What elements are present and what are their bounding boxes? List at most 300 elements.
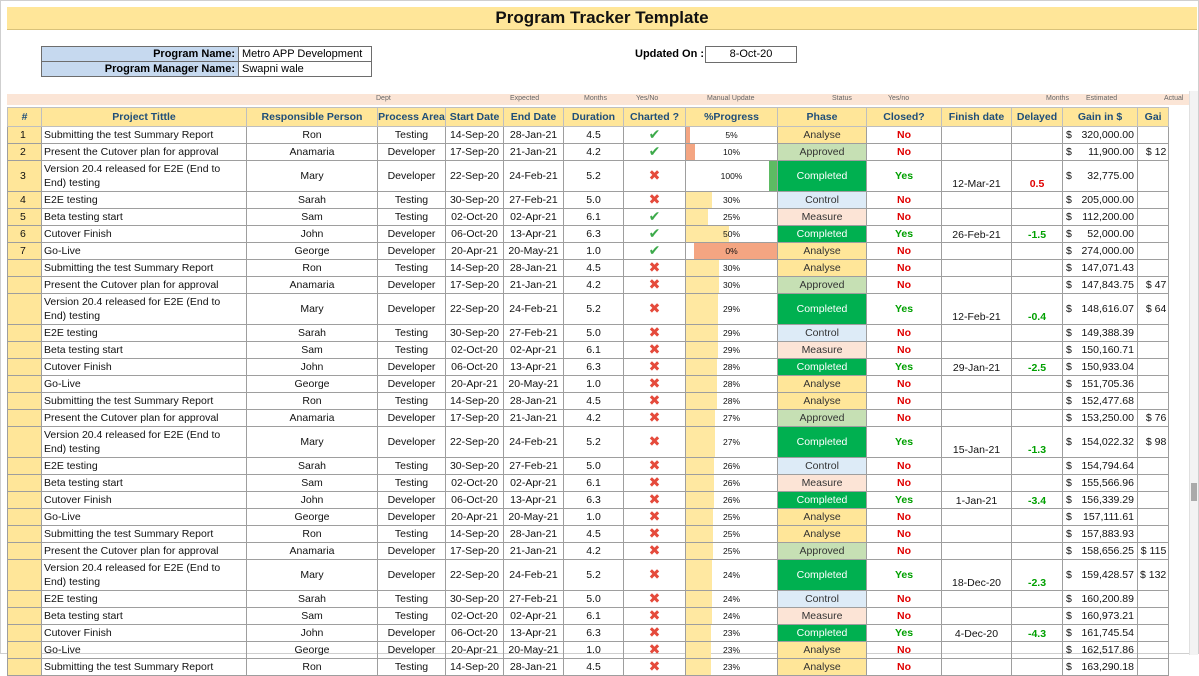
gain-cell[interactable] [1063, 294, 1138, 325]
duration-cell[interactable]: 5.0 [564, 192, 624, 209]
progress-cell[interactable] [686, 625, 778, 642]
closed-cell[interactable]: Yes [867, 560, 942, 591]
phase-cell[interactable]: Analyse [778, 127, 867, 144]
gain-actual-cell[interactable] [1138, 642, 1169, 659]
gain-cell[interactable] [1063, 608, 1138, 625]
start-date-cell[interactable]: 06-Oct-20 [446, 625, 504, 642]
finish-date-cell[interactable] [942, 144, 1012, 161]
charted-cell[interactable] [624, 492, 686, 509]
duration-cell[interactable]: 4.2 [564, 277, 624, 294]
gain-cell[interactable] [1063, 277, 1138, 294]
row-number-cell[interactable] [8, 492, 42, 509]
row-number-cell[interactable]: 3 [8, 161, 42, 192]
gain-actual-cell[interactable] [1138, 359, 1169, 376]
finish-date-cell[interactable] [942, 192, 1012, 209]
process-area-cell[interactable]: Developer [378, 144, 446, 161]
progress-cell[interactable] [686, 492, 778, 509]
progress-cell[interactable] [686, 294, 778, 325]
responsible-cell[interactable]: Sarah [247, 591, 378, 608]
gain-cell[interactable] [1063, 192, 1138, 209]
end-date-cell[interactable]: 02-Apr-21 [504, 608, 564, 625]
project-title-cell[interactable]: Submitting the test Summary Report [42, 260, 247, 277]
closed-cell[interactable]: No [867, 376, 942, 393]
project-title-cell[interactable]: Go-Live [42, 243, 247, 260]
delayed-cell[interactable]: -2.5 [1012, 359, 1063, 376]
start-date-cell[interactable]: 20-Apr-21 [446, 509, 504, 526]
process-area-cell[interactable]: Testing [378, 209, 446, 226]
end-date-cell[interactable]: 24-Feb-21 [504, 560, 564, 591]
finish-date-cell[interactable] [942, 325, 1012, 342]
finish-date-cell[interactable]: 26-Feb-21 [942, 226, 1012, 243]
phase-cell[interactable]: Completed [778, 625, 867, 642]
delayed-cell[interactable] [1012, 543, 1063, 560]
end-date-cell[interactable]: 20-May-21 [504, 509, 564, 526]
gain-actual-cell[interactable] [1138, 376, 1169, 393]
duration-cell[interactable]: 5.2 [564, 161, 624, 192]
col-header-gain-actual[interactable]: Gai [1138, 108, 1169, 127]
end-date-cell[interactable]: 20-May-21 [504, 243, 564, 260]
end-date-cell[interactable]: 28-Jan-21 [504, 127, 564, 144]
gain-cell[interactable] [1063, 526, 1138, 543]
progress-cell[interactable] [686, 161, 778, 192]
duration-cell[interactable]: 6.1 [564, 475, 624, 492]
progress-cell[interactable] [686, 277, 778, 294]
progress-cell[interactable] [686, 393, 778, 410]
finish-date-cell[interactable] [942, 475, 1012, 492]
duration-cell[interactable]: 6.3 [564, 625, 624, 642]
row-number-cell[interactable] [8, 260, 42, 277]
process-area-cell[interactable]: Testing [378, 458, 446, 475]
duration-cell[interactable]: 6.3 [564, 226, 624, 243]
charted-cell[interactable] [624, 260, 686, 277]
row-number-cell[interactable] [8, 591, 42, 608]
phase-cell[interactable]: Control [778, 192, 867, 209]
closed-cell[interactable]: Yes [867, 427, 942, 458]
project-title-cell[interactable]: Cutover Finish [42, 226, 247, 243]
end-date-cell[interactable]: 21-Jan-21 [504, 543, 564, 560]
closed-cell[interactable]: No [867, 393, 942, 410]
duration-cell[interactable]: 6.3 [564, 492, 624, 509]
gain-cell[interactable] [1063, 393, 1138, 410]
responsible-cell[interactable]: George [247, 243, 378, 260]
project-title-cell[interactable]: Version 20.4 released for E2E (End to End) testing [42, 294, 247, 325]
progress-cell[interactable] [686, 144, 778, 161]
end-date-cell[interactable]: 02-Apr-21 [504, 475, 564, 492]
gain-actual-cell[interactable]: $ 115 [1138, 543, 1169, 560]
process-area-cell[interactable]: Testing [378, 192, 446, 209]
progress-cell[interactable] [686, 608, 778, 625]
gain-cell[interactable] [1063, 543, 1138, 560]
duration-cell[interactable]: 5.0 [564, 458, 624, 475]
duration-cell[interactable]: 6.3 [564, 359, 624, 376]
row-number-cell[interactable] [8, 659, 42, 676]
row-number-cell[interactable] [8, 560, 42, 591]
delayed-cell[interactable]: -2.3 [1012, 560, 1063, 591]
delayed-cell[interactable] [1012, 410, 1063, 427]
gain-cell[interactable] [1063, 325, 1138, 342]
row-number-cell[interactable] [8, 608, 42, 625]
gain-cell[interactable] [1063, 209, 1138, 226]
closed-cell[interactable]: No [867, 342, 942, 359]
end-date-cell[interactable]: 27-Feb-21 [504, 591, 564, 608]
phase-cell[interactable]: Completed [778, 560, 867, 591]
end-date-cell[interactable]: 21-Jan-21 [504, 410, 564, 427]
project-title-cell[interactable]: Beta testing start [42, 342, 247, 359]
gain-actual-cell[interactable] [1138, 492, 1169, 509]
finish-date-cell[interactable]: 12-Mar-21 [942, 161, 1012, 192]
phase-cell[interactable]: Analyse [778, 526, 867, 543]
delayed-cell[interactable] [1012, 642, 1063, 659]
gain-cell[interactable] [1063, 359, 1138, 376]
gain-cell[interactable] [1063, 161, 1138, 192]
col-header-end-date[interactable]: End Date [504, 108, 564, 127]
row-number-cell[interactable]: 7 [8, 243, 42, 260]
responsible-cell[interactable]: John [247, 359, 378, 376]
finish-date-cell[interactable] [942, 591, 1012, 608]
process-area-cell[interactable]: Developer [378, 492, 446, 509]
delayed-cell[interactable] [1012, 144, 1063, 161]
finish-date-cell[interactable] [942, 608, 1012, 625]
duration-cell[interactable]: 6.1 [564, 608, 624, 625]
project-title-cell[interactable]: Present the Cutover plan for approval [42, 144, 247, 161]
phase-cell[interactable]: Control [778, 591, 867, 608]
charted-cell[interactable] [624, 127, 686, 144]
progress-cell[interactable] [686, 543, 778, 560]
progress-cell[interactable] [686, 591, 778, 608]
progress-cell[interactable] [686, 260, 778, 277]
charted-cell[interactable] [624, 526, 686, 543]
row-number-cell[interactable] [8, 458, 42, 475]
gain-actual-cell[interactable] [1138, 325, 1169, 342]
process-area-cell[interactable]: Developer [378, 410, 446, 427]
charted-cell[interactable] [624, 625, 686, 642]
process-area-cell[interactable]: Testing [378, 659, 446, 676]
closed-cell[interactable]: No [867, 192, 942, 209]
start-date-cell[interactable]: 17-Sep-20 [446, 277, 504, 294]
process-area-cell[interactable]: Developer [378, 359, 446, 376]
phase-cell[interactable]: Measure [778, 342, 867, 359]
responsible-cell[interactable]: Sam [247, 342, 378, 359]
phase-cell[interactable]: Approved [778, 543, 867, 560]
closed-cell[interactable]: No [867, 144, 942, 161]
project-title-cell[interactable]: E2E testing [42, 591, 247, 608]
gain-actual-cell[interactable] [1138, 458, 1169, 475]
project-title-cell[interactable]: Submitting the test Summary Report [42, 393, 247, 410]
row-number-cell[interactable] [8, 393, 42, 410]
gain-actual-cell[interactable]: $ 64 [1138, 294, 1169, 325]
start-date-cell[interactable]: 06-Oct-20 [446, 226, 504, 243]
closed-cell[interactable]: No [867, 642, 942, 659]
gain-actual-cell[interactable]: $ 132 [1138, 560, 1169, 591]
start-date-cell[interactable]: 30-Sep-20 [446, 192, 504, 209]
col-header-gain[interactable]: Gain in $ [1063, 108, 1138, 127]
gain-cell[interactable] [1063, 226, 1138, 243]
progress-cell[interactable] [686, 209, 778, 226]
charted-cell[interactable] [624, 161, 686, 192]
gain-cell[interactable] [1063, 642, 1138, 659]
delayed-cell[interactable] [1012, 475, 1063, 492]
finish-date-cell[interactable] [942, 393, 1012, 410]
closed-cell[interactable]: No [867, 410, 942, 427]
gain-actual-cell[interactable] [1138, 393, 1169, 410]
charted-cell[interactable] [624, 393, 686, 410]
row-number-cell[interactable] [8, 342, 42, 359]
process-area-cell[interactable]: Testing [378, 325, 446, 342]
duration-cell[interactable]: 4.5 [564, 659, 624, 676]
charted-cell[interactable] [624, 209, 686, 226]
closed-cell[interactable]: No [867, 277, 942, 294]
phase-cell[interactable]: Analyse [778, 376, 867, 393]
charted-cell[interactable] [624, 294, 686, 325]
start-date-cell[interactable]: 02-Oct-20 [446, 475, 504, 492]
duration-cell[interactable]: 5.0 [564, 325, 624, 342]
gain-actual-cell[interactable] [1138, 625, 1169, 642]
start-date-cell[interactable]: 14-Sep-20 [446, 393, 504, 410]
finish-date-cell[interactable] [942, 127, 1012, 144]
progress-cell[interactable] [686, 509, 778, 526]
progress-cell[interactable] [686, 192, 778, 209]
process-area-cell[interactable]: Developer [378, 376, 446, 393]
gain-actual-cell[interactable] [1138, 226, 1169, 243]
updated-on-cell[interactable]: 8-Oct-20 [705, 46, 797, 63]
delayed-cell[interactable]: -0.4 [1012, 294, 1063, 325]
delayed-cell[interactable] [1012, 659, 1063, 676]
duration-cell[interactable]: 4.2 [564, 410, 624, 427]
charted-cell[interactable] [624, 410, 686, 427]
col-header-phase[interactable]: Phase [778, 108, 867, 127]
responsible-cell[interactable]: George [247, 376, 378, 393]
col-header-duration[interactable]: Duration [564, 108, 624, 127]
responsible-cell[interactable]: George [247, 509, 378, 526]
gain-actual-cell[interactable] [1138, 342, 1169, 359]
process-area-cell[interactable]: Testing [378, 127, 446, 144]
gain-cell[interactable] [1063, 260, 1138, 277]
finish-date-cell[interactable] [942, 659, 1012, 676]
phase-cell[interactable]: Completed [778, 359, 867, 376]
delayed-cell[interactable] [1012, 458, 1063, 475]
start-date-cell[interactable]: 30-Sep-20 [446, 591, 504, 608]
phase-cell[interactable]: Analyse [778, 642, 867, 659]
col-header-closed[interactable]: Closed? [867, 108, 942, 127]
closed-cell[interactable]: No [867, 325, 942, 342]
phase-cell[interactable]: Analyse [778, 659, 867, 676]
project-title-cell[interactable]: Go-Live [42, 376, 247, 393]
progress-cell[interactable] [686, 127, 778, 144]
closed-cell[interactable]: No [867, 260, 942, 277]
gain-cell[interactable] [1063, 458, 1138, 475]
responsible-cell[interactable]: Mary [247, 560, 378, 591]
responsible-cell[interactable]: Mary [247, 427, 378, 458]
end-date-cell[interactable]: 20-May-21 [504, 642, 564, 659]
progress-cell[interactable] [686, 427, 778, 458]
delayed-cell[interactable] [1012, 209, 1063, 226]
duration-cell[interactable]: 5.0 [564, 591, 624, 608]
phase-cell[interactable]: Approved [778, 277, 867, 294]
start-date-cell[interactable]: 22-Sep-20 [446, 560, 504, 591]
finish-date-cell[interactable] [942, 543, 1012, 560]
responsible-cell[interactable]: Ron [247, 260, 378, 277]
delayed-cell[interactable]: -3.4 [1012, 492, 1063, 509]
responsible-cell[interactable]: Sarah [247, 325, 378, 342]
start-date-cell[interactable]: 30-Sep-20 [446, 458, 504, 475]
start-date-cell[interactable]: 14-Sep-20 [446, 127, 504, 144]
delayed-cell[interactable] [1012, 127, 1063, 144]
finish-date-cell[interactable] [942, 277, 1012, 294]
responsible-cell[interactable]: Anamaria [247, 277, 378, 294]
gain-actual-cell[interactable] [1138, 475, 1169, 492]
end-date-cell[interactable]: 02-Apr-21 [504, 209, 564, 226]
project-title-cell[interactable]: Version 20.4 released for E2E (End to End) testing [42, 161, 247, 192]
progress-cell[interactable] [686, 458, 778, 475]
gain-actual-cell[interactable] [1138, 161, 1169, 192]
finish-date-cell[interactable] [942, 243, 1012, 260]
delayed-cell[interactable] [1012, 325, 1063, 342]
finish-date-cell[interactable] [942, 260, 1012, 277]
phase-cell[interactable]: Analyse [778, 509, 867, 526]
project-title-cell[interactable]: E2E testing [42, 192, 247, 209]
closed-cell[interactable]: Yes [867, 161, 942, 192]
charted-cell[interactable] [624, 342, 686, 359]
closed-cell[interactable]: No [867, 243, 942, 260]
end-date-cell[interactable]: 27-Feb-21 [504, 192, 564, 209]
delayed-cell[interactable] [1012, 608, 1063, 625]
charted-cell[interactable] [624, 608, 686, 625]
project-title-cell[interactable]: Submitting the test Summary Report [42, 526, 247, 543]
phase-cell[interactable]: Completed [778, 427, 867, 458]
end-date-cell[interactable]: 13-Apr-21 [504, 359, 564, 376]
gain-actual-cell[interactable] [1138, 243, 1169, 260]
row-number-cell[interactable] [8, 376, 42, 393]
process-area-cell[interactable]: Developer [378, 625, 446, 642]
delayed-cell[interactable] [1012, 393, 1063, 410]
finish-date-cell[interactable]: 29-Jan-21 [942, 359, 1012, 376]
process-area-cell[interactable]: Developer [378, 543, 446, 560]
project-title-cell[interactable]: E2E testing [42, 325, 247, 342]
phase-cell[interactable]: Completed [778, 226, 867, 243]
gain-actual-cell[interactable] [1138, 209, 1169, 226]
start-date-cell[interactable]: 22-Sep-20 [446, 294, 504, 325]
progress-cell[interactable] [686, 642, 778, 659]
scrollbar-thumb[interactable] [1191, 483, 1197, 501]
delayed-cell[interactable] [1012, 526, 1063, 543]
closed-cell[interactable]: No [867, 209, 942, 226]
responsible-cell[interactable]: Ron [247, 526, 378, 543]
finish-date-cell[interactable]: 1-Jan-21 [942, 492, 1012, 509]
start-date-cell[interactable]: 22-Sep-20 [446, 161, 504, 192]
process-area-cell[interactable]: Testing [378, 591, 446, 608]
row-number-cell[interactable]: 4 [8, 192, 42, 209]
duration-cell[interactable]: 5.2 [564, 294, 624, 325]
start-date-cell[interactable]: 17-Sep-20 [446, 543, 504, 560]
charted-cell[interactable] [624, 359, 686, 376]
project-title-cell[interactable]: Present the Cutover plan for approval [42, 277, 247, 294]
responsible-cell[interactable]: Anamaria [247, 144, 378, 161]
delayed-cell[interactable] [1012, 509, 1063, 526]
col-header-number[interactable]: # [8, 108, 42, 127]
start-date-cell[interactable]: 06-Oct-20 [446, 492, 504, 509]
end-date-cell[interactable]: 13-Apr-21 [504, 625, 564, 642]
duration-cell[interactable]: 6.1 [564, 342, 624, 359]
row-number-cell[interactable] [8, 543, 42, 560]
delayed-cell[interactable] [1012, 260, 1063, 277]
row-number-cell[interactable] [8, 410, 42, 427]
end-date-cell[interactable]: 13-Apr-21 [504, 226, 564, 243]
closed-cell[interactable]: No [867, 608, 942, 625]
charted-cell[interactable] [624, 543, 686, 560]
process-area-cell[interactable]: Developer [378, 560, 446, 591]
duration-cell[interactable]: 4.5 [564, 127, 624, 144]
progress-cell[interactable] [686, 325, 778, 342]
phase-cell[interactable]: Control [778, 458, 867, 475]
gain-cell[interactable] [1063, 659, 1138, 676]
end-date-cell[interactable]: 21-Jan-21 [504, 144, 564, 161]
end-date-cell[interactable]: 24-Feb-21 [504, 427, 564, 458]
gain-cell[interactable] [1063, 243, 1138, 260]
duration-cell[interactable]: 6.1 [564, 209, 624, 226]
vertical-scrollbar[interactable] [1189, 91, 1198, 655]
phase-cell[interactable]: Measure [778, 608, 867, 625]
finish-date-cell[interactable] [942, 642, 1012, 659]
row-number-cell[interactable]: 2 [8, 144, 42, 161]
col-header-start-date[interactable]: Start Date [446, 108, 504, 127]
charted-cell[interactable] [624, 560, 686, 591]
charted-cell[interactable] [624, 277, 686, 294]
process-area-cell[interactable]: Testing [378, 260, 446, 277]
gain-cell[interactable] [1063, 591, 1138, 608]
col-header-delayed[interactable]: Delayed [1012, 108, 1063, 127]
charted-cell[interactable] [624, 376, 686, 393]
closed-cell[interactable]: No [867, 509, 942, 526]
finish-date-cell[interactable]: 4-Dec-20 [942, 625, 1012, 642]
delayed-cell[interactable] [1012, 376, 1063, 393]
process-area-cell[interactable]: Testing [378, 475, 446, 492]
project-title-cell[interactable]: Beta testing start [42, 209, 247, 226]
delayed-cell[interactable]: -1.3 [1012, 427, 1063, 458]
duration-cell[interactable]: 4.5 [564, 260, 624, 277]
process-area-cell[interactable]: Testing [378, 342, 446, 359]
phase-cell[interactable]: Completed [778, 161, 867, 192]
row-number-cell[interactable]: 6 [8, 226, 42, 243]
responsible-cell[interactable]: Ron [247, 127, 378, 144]
duration-cell[interactable]: 4.5 [564, 526, 624, 543]
finish-date-cell[interactable] [942, 342, 1012, 359]
start-date-cell[interactable]: 17-Sep-20 [446, 144, 504, 161]
row-number-cell[interactable] [8, 427, 42, 458]
row-number-cell[interactable] [8, 625, 42, 642]
project-title-cell[interactable]: E2E testing [42, 458, 247, 475]
responsible-cell[interactable]: Ron [247, 393, 378, 410]
duration-cell[interactable]: 1.0 [564, 642, 624, 659]
process-area-cell[interactable]: Developer [378, 642, 446, 659]
project-title-cell[interactable]: Submitting the test Summary Report [42, 659, 247, 676]
phase-cell[interactable]: Control [778, 325, 867, 342]
delayed-cell[interactable] [1012, 243, 1063, 260]
responsible-cell[interactable]: Sam [247, 608, 378, 625]
duration-cell[interactable]: 5.2 [564, 427, 624, 458]
phase-cell[interactable]: Analyse [778, 393, 867, 410]
closed-cell[interactable]: Yes [867, 359, 942, 376]
process-area-cell[interactable]: Developer [378, 427, 446, 458]
duration-cell[interactable]: 1.0 [564, 243, 624, 260]
project-title-cell[interactable]: Go-Live [42, 642, 247, 659]
gain-actual-cell[interactable]: $ 76 [1138, 410, 1169, 427]
manager-cell[interactable]: Swapni wale [239, 62, 372, 77]
progress-cell[interactable] [686, 526, 778, 543]
gain-cell[interactable] [1063, 509, 1138, 526]
end-date-cell[interactable]: 28-Jan-21 [504, 659, 564, 676]
responsible-cell[interactable]: Mary [247, 294, 378, 325]
end-date-cell[interactable]: 21-Jan-21 [504, 277, 564, 294]
